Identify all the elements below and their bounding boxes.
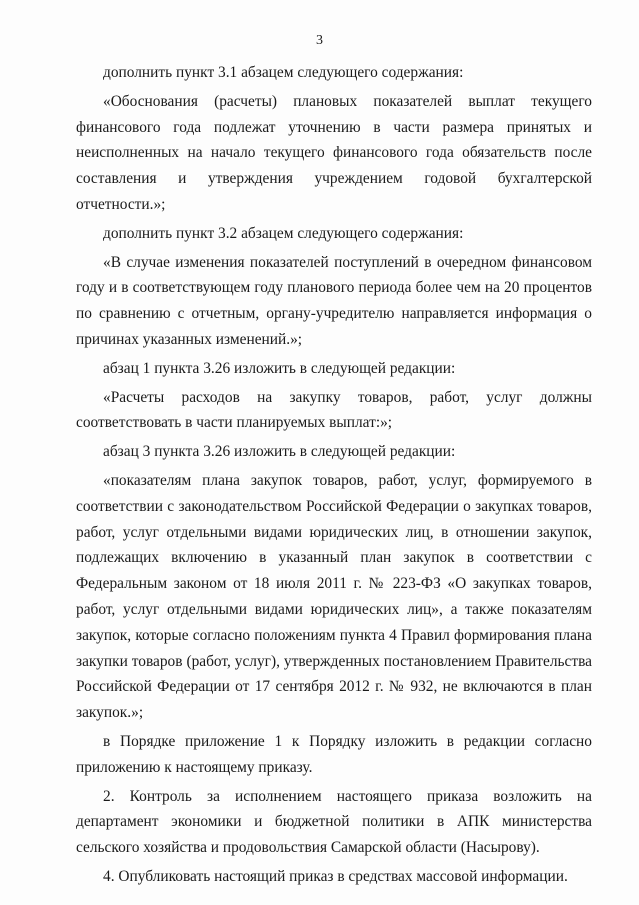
paragraph-quote-3-2: «В случае изменения показателей поступлений в очередном финансовом году и в соответствующем году планового периода более чем на 20 процентов по сравнению с отчетным, органу-учредителю направляется информация о причинах указанных изменений.»; <box>76 253 592 348</box>
paragraph-item-4-publish: 4. Опубликовать настоящий приказ в средствах массовой информации. <box>103 867 568 885</box>
paragraph-quote-3-26-abs1: «Расчеты расходов на закупку товаров, работ, услуг должны соответствовать в части планируемых выплат:»; <box>76 388 592 432</box>
paragraph-appendix: в Порядке приложение 1 к Порядку изложить в редакции согласно приложению к настоящему приказу. <box>76 732 592 776</box>
page-number: 3 <box>316 33 323 48</box>
document-body <box>76 60 592 890</box>
paragraph-amend-3-26-abs1: абзац 1 пункта 3.26 изложить в следующей редакции: <box>103 359 456 377</box>
paragraph-amend-3-2: дополнить пункт 3.2 абзацем следующего содержания: <box>103 224 464 242</box>
paragraph-item-2-control: 2. Контроль за исполнением настоящего приказа возложить на департамент экономики и бюджетной политики в АПК министерства сельского хозяйства и продовольствия Самарской области (Насырову). <box>76 787 592 857</box>
paragraph-quote-3-1: «Обоснования (расчеты) плановых показателей выплат текущего финансового года подлежат уточнению в части размера принятых и неисполненных на начало текущего финансового года обязательств после составления и утверждения учреждением годовой бухгалтерской отчетности.»; <box>76 92 592 213</box>
paragraph-quote-3-26-abs3: «показателям плана закупок товаров, работ, услуг, формируемого в соответствии с законодательством Российской Федерации о закупках товаров, работ, услуг отдельными видами юридических лиц, в отношении закупок, подлежащих включению в указанный план закупок в соответствии с Федеральным законом от 18 июля 2011 г. № 223-ФЗ «О закупках товаров, работ, услуг отдельными видами юридических лиц», а также показателям закупок, которые согласно положениям пункта 4 Правил формирования плана закупки товаров (работ, услуг), утвержденных постановлением Правительства Российской Федерации от 17 сентября 2012 г. № 932, не включаются в план закупок.»; <box>76 471 592 722</box>
paragraph-amend-3-1: дополнить пункт 3.1 абзацем следующего содержания: <box>103 64 464 81</box>
paragraph-amend-3-26-abs3: абзац 3 пункта 3.26 изложить в следующей редакции: <box>103 443 456 461</box>
